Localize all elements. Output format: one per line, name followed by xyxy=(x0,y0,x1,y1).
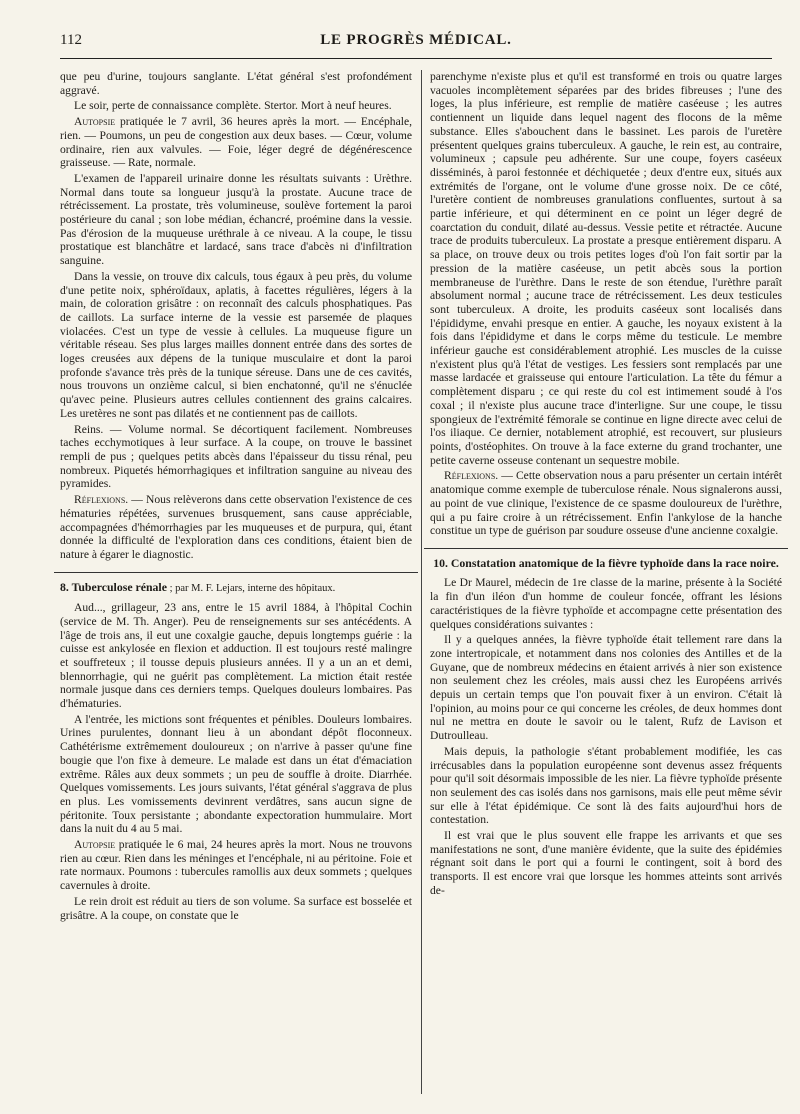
section-heading xyxy=(60,581,412,596)
paragraph: Reins. — Volume normal. Se décortiquent facilement. Nombreuses taches ecchymotiques à leur surface. A la coupe, on trouve le bassinet rempli de pus ; quelques petits abcès dans l'épaisseur du tissu rénal, peu nombreux. Piquetés hémorrhagiques et infiltration sanguine au niveau des pyramides. xyxy=(60,422,412,491)
paragraph xyxy=(430,469,782,538)
section-title: 8. Tuberculose rénale xyxy=(60,579,167,594)
paragraph: A l'entrée, les mictions sont fréquentes et pénibles. Douleurs lombaires. Urines purulentes, donnant lieu à un abondant dépôt floconneux. Cathétérisme extrêmement douloureux ; on n'arrive à passer qu'une fine bougie que l'on fixe à demeure. Le malade est dans un état d'émaciation extrême. Râles aux deux sommets ; un peu de souffle à droite. Diarrhée. Quelques vomissements. Les jours suivants, l'état général s'aggrava de plus en plus. Les vomissements devinrent verdâtres, sans aucun signe de péritonite. Toux persistante ; abondante expectoration hummulaire. Mort dans la nuit du 4 au 5 mai. xyxy=(60,712,412,836)
paragraph: Le Dr Maurel, médecin de 1re classe de la marine, présente à la Société la fin d'un iléon d'un homme de couleur foncée, offrant les lésions caractéristiques de la fièvre typhoïde et accompagne cette présentation des quelques considérations suivantes : xyxy=(430,576,782,631)
paragraph-text: — Nous relèverons dans cette observation l'existence de ces hématuries répétées, survenues brusquement, sans cause appréciable, accompagnées d'hémorrhagies par les muqueuses et de purpura, qui, étant donnée la difficulté de l'exploration dans ces conditions, étaient bien de nature à égarer le diagnostic. xyxy=(60,493,412,561)
page-number: 112 xyxy=(60,32,82,48)
journal-title: LE PROGRÈS MÉDICAL. xyxy=(320,32,512,48)
left-column xyxy=(60,70,412,1094)
paragraph: Mais depuis, la pathologie s'étant probablement modifiée, les cas irrécusables dans la population européenne sont devenus assez fréquents pour qu'il soit désormais impossible de les nier. La fièvre typhoïde présente non seulement des cas isolés dans nos garnisons, mais elle peut même sévir sur elle à l'état épidémique. Ce sont là des faits aujourd'hui hors de contestation. xyxy=(430,744,782,827)
section-author: ; par M. F. Lejars, interne des hôpitaux. xyxy=(166,582,336,594)
autopsy-label: Autopsie xyxy=(74,838,116,852)
paragraph: parenchyme n'existe plus et qu'il est transformé en trois ou quatre larges vacuoles incomplètement séparées par des brides fibreuses ; l'une des loges, la plus inférieure, est remplie de matière caséeuse ; les autres contiennent un liquide dans lequel nagent des flocons de la même substance. Elles s'abouchent dans le bassinet. Les parois de l'uretère présentent quelques grains tuberculeux. A gauche, le rein est, au contraire, volumineux ; capsule peu adhérente. Sur une coupe, foyers caséeux disséminés, à paroi festonnée et déchiquetée ; deux d'entre eux, situés aux extrémités de l'organe, ont le volume d'une grosse noix. De ce côté, l'uretère contient de nombreuses granulations confluentes, surtout à sa partie inférieure, et qui déterminent en ce point un léger degré de coarctation du conduit, dilaté au-dessus. Vessie petite et rétractée. Aucune trace de produits tuberculeux. La prostate a presque entièrement disparu. A sa place, on trouve deux ou trois petites loges d'où l'on fait sortir par la pression de la matière caséeuse, un petit abcès sous la portion membraneuse de l'urèthre. Dans le reste de son étendue, l'urèthre paraît absolument normal ; aucune trace de rétrécissement. Les deux testicules sont tuberculeux. A droite, les produits caséeux sont localisés dans l'épididyme, envahi presque en entier. A gauche, les noyaux existent à la fois dans l'épididyme et dans le corps même du testicule. Le membre inférieur gauche est considérablement atrophié. Les muscles de la cuisse n'existent plus qu'à l'état de vestiges. Les fessiers sont remplacés par une masse lardacée et graisseuse qui entoure l'articulation. La tête du fémur a complètement disparu ; ce qui reste du col est intimement soudé à l'os coxal ; il n'existe plus aucune trace d'interligne. Sur une coupe, le tissu spongieux de l'extrémité fémorale se continue en ligne directe avec celui de l'os iliaque. Ce dernier, notablement atrophié, est recouvert, sur plusieurs points, d'ostéophites. On trouve à la face externe du grand trochanter, une petite caverne osseuse contenant un sequestre mobile. xyxy=(430,70,782,467)
section-rule xyxy=(424,548,788,549)
paragraph xyxy=(60,838,412,893)
paragraph-text: — Cette observation nous a paru présenter un certain intérêt anatomique comme exemple de tuberculose rénale. Nous signalerons aussi, au point de vue clinique, l'existence de ce spasme douloureux de l'urèthre, qui a pu faire croire à un rétrécissement. Enfin l'ankylose de la hanche constitue un type de guérison par soudure osseuse d'une ancienne coxalgie. xyxy=(430,469,782,538)
paragraph: Le soir, perte de connaissance complète. Stertor. Mort à neuf heures. xyxy=(74,99,392,113)
right-column xyxy=(430,70,782,1094)
paragraph xyxy=(60,115,412,170)
reflexions-label: Réflexions. xyxy=(74,493,129,507)
column-divider xyxy=(421,70,422,1094)
paragraph-text: pratiquée le 6 mai, 24 heures après la mort. Nous ne trouvons rien au cœur. Rien dans les méninges et l'encéphale, ni au péritoine. Foie et rate normaux. Poumons : tubercules ramollis aux deux sommets ; quelques cavernules à droite. xyxy=(60,838,412,893)
paragraph xyxy=(60,493,412,562)
paragraph: Dans la vessie, on trouve dix calculs, tous égaux à peu près, du volume d'une petite noix, sphéroïdaux, aplatis, à facettes régulières, légers à la main, de coloration grisâtre : on reconnaît des calculs phosphatiques. Pas de caillots. La surface interne de la vessie est parsemée de plaques violacées. C'est un type de vessie à cellules. La muqueuse figure un véritable réseau. Ses plus larges mailles donnent entrée dans des sortes de loges creusées aux dépens de la tunique musculaire et dont la paroi profonde s'avance très près de la tunique séreuse. Dans une de ces cavités, nous trouvons un onzième calcul, si bien enchatonné, qu'il ne s'énuclée qu'avec peine. Plusieurs autres cellules contiennent des grains calcaires. Les uretères ne sont pas dilatés et ne contiennent pas de caillots. xyxy=(60,269,412,420)
paragraph-text: pratiquée le 7 avril, 36 heures après la mort. — Encéphale, rien. — Poumons, un peu de congestion aux deux bases. — Cœur, volume ordinaire, rien aux valvules. — Foie, léger degré de dégénérescence graisseuse. — Rate, normale. xyxy=(60,115,412,170)
paragraph: L'examen de l'appareil urinaire donne les résultats suivants : Urèthre. Normal dans toute sa longueur jusqu'à la prostate. Aucune trace de rétrécissement. La prostate, très volumineuse, soulève fortement la paroi postérieure du canal ; son lobe médian, échancré, proémine dans la vessie. Pas d'érosion de la muqueuse uréthrale à ce niveau. A la coupe, le tissu prostatique est blanchâtre et lardacé, sans trace d'abcès ni d'infiltration sanguine. xyxy=(60,171,412,268)
page-header xyxy=(60,28,772,59)
reflexions-label: Réflexions. xyxy=(444,469,499,483)
autopsy-label: Autopsie xyxy=(74,115,116,129)
section-title: 10. Constatation anatomique de la fièvre typhoïde dans la race noire. xyxy=(433,555,779,570)
paragraph: Il y a quelques années, la fièvre typhoïde était tellement rare dans la zone intertropicale, et notamment dans nos colonies des Antilles et de la Guyane, que de nombreux médecins en étaient arrivés à nier son existence non seulement chez les créoles, mais aussi chez les Européens arrivés depuis un certain temps que l'on pouvait fixer à un environ. C'était là l'opinion, au moins pour ce qui concerne les créoles, de deux hommes dont nul ne mettra en doute le savoir ou le talent, Rufz de Lavison et Dutroulleau. xyxy=(430,633,782,743)
section-rule xyxy=(54,572,418,573)
paragraph: Le rein droit est réduit au tiers de son volume. Sa surface est bosselée et grisâtre. A la coupe, on constate que le xyxy=(60,894,412,922)
paragraph: Aud..., grillageur, 23 ans, entre le 15 avril 1884, à l'hôpital Cochin (service de M. Th. Anger). Peu de renseignements sur ses antécédents. A l'âge de trois ans, il eut une coxalgie gauche, depuis longtemps guérie : la cuisse est ankylosée en flexion et adduction. Il est toujours resté malingre et souffreteux ; il tousse depuis plusieurs années. Il y a un an et demi, blennorrhagie, qui ne guérit pas complètement. La miction était restée normale jusque dans ces derniers temps. Quelques douleurs lombaires. Pas d'hématuries. xyxy=(60,601,412,711)
paragraph: que peu d'urine, toujours sanglante. L'état général s'est profondément aggravé. xyxy=(60,70,412,97)
paragraph: Il est vrai que le plus souvent elle frappe les arrivants et que ses manifestations ne sont, d'une manière évidente, que la suite des épidémies régnant soit dans le port qui a fourni le contingent, soit à bord des transports. Il est encore vrai que lorsque les hommes atteints sont arrivés de- xyxy=(430,829,782,897)
